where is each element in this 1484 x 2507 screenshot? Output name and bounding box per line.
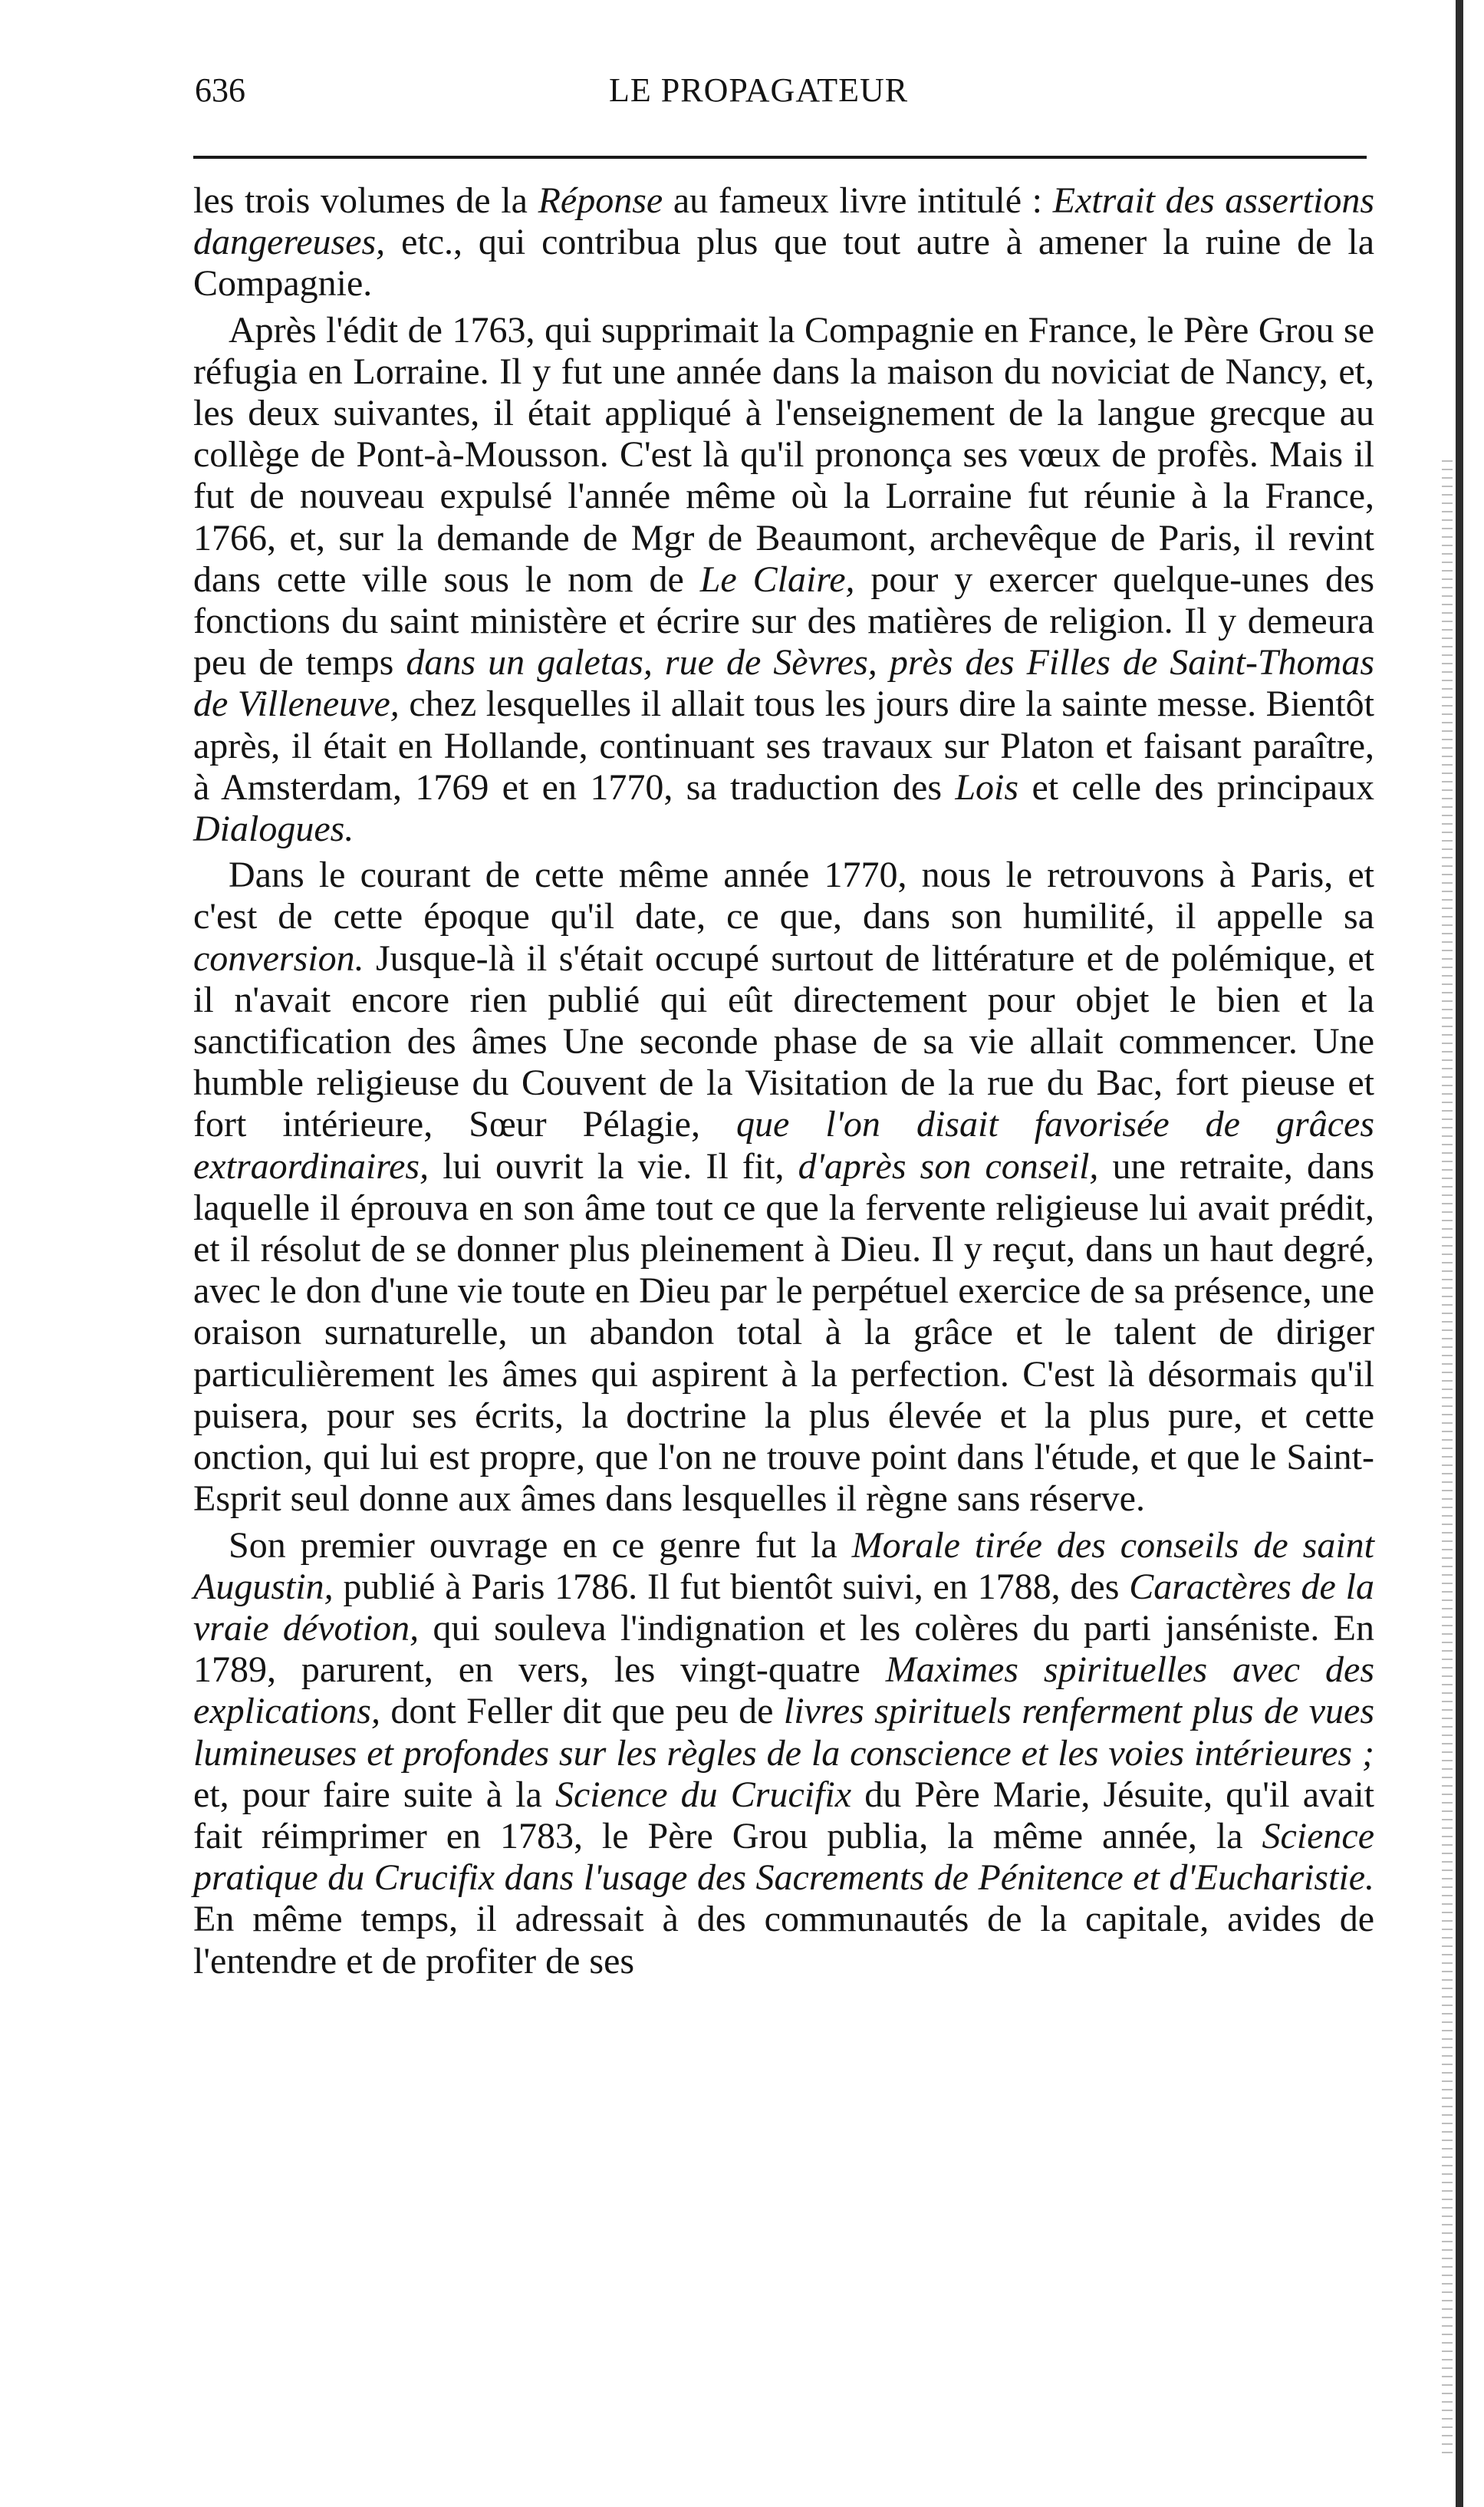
italic-text: Le Claire, bbox=[699, 558, 855, 600]
text-run: En même temps, il adressait à des communautés de la capitale, avides de l'entendre et de profiter de ses bbox=[193, 1899, 1374, 1982]
italic-text: Morale tirée des conseils de saint Augustin, bbox=[193, 1524, 1375, 1607]
text-run: une retraite, dans laquelle il éprouva en son âme tout ce que la fervente religieuse lui avait prédit, et il résolut de se donner plus pleinement à Dieu. Il y reçut, dans un haut degré, avec le don d'une vie toute en Dieu par le perpétuel exercice de sa présence, une oraison surnaturelle, un abandon total à la grâce et le talent de diriger particulièrement les âmes qui aspirent à la perfection. C'est là désormais qu'il puisera, pour ses écrits, la doctrine la plus élevée et la plus pure, et cette onction, qui lui est propre, que l'on ne trouve point dans l'étude, et que le Saint-Esprit seul donne aux âmes dans lesquelles il règne sans réserve. bbox=[193, 1145, 1374, 1520]
text-run: Son premier ouvrage en ce genre fut la bbox=[229, 1524, 852, 1566]
text-run: et celle des principaux bbox=[1018, 766, 1374, 808]
page-edge-speckle bbox=[1442, 460, 1453, 2455]
text-run: Après l'édit de 1763, qui supprimait la Compagnie en France, le Père Grou se réfugia en Lorraine. Il y fut une année dans la maison du noviciat de Nancy, et, les deux suivantes, il était appliqué à l'enseignement de la langue grecque au collège de Pont-à-Mousson. C'est là qu'il prononça ses vœux de profès. Mais il fut de nouveau expulsé l'année même où la Lorraine fut réunie à la France, 1766, et, sur la demande de Mgr de Beaumont, archevêque de Paris, il revint dans cette ville sous le nom de bbox=[193, 309, 1374, 600]
text-run: Jusque-là il s'était occupé surtout de littérature et de polémique, et il n'avait encore rien publié qui eût directement pour objet le bien et la sanctification des âmes Une seconde phase de sa vie allait commencer. Une humble religieuse du Couvent de la Visitation de la rue du Bac, fort pieuse et fort intérieure, Sœur Pélagie, bbox=[193, 937, 1374, 1145]
italic-text: Dialogues. bbox=[193, 809, 354, 850]
italic-text: Caractères de la vraie dévotion, bbox=[193, 1566, 1374, 1649]
italic-text: dans un galetas, rue de Sèvres, près des Filles de Saint-Thomas de Villeneuve, bbox=[193, 642, 1375, 725]
text-run: pour y exercer quelque-unes des fonctions du saint ministère et écrire sur des matières de religion. Il y demeura peu de temps bbox=[193, 558, 1374, 684]
page-header bbox=[195, 68, 1376, 121]
body-text bbox=[193, 180, 1374, 1987]
italic-text: conversion. bbox=[193, 937, 364, 979]
text-run: du Père Marie, Jésuite, qu'il avait fait réimprimer en 1783, le Père Grou publia, la même année, la bbox=[193, 1774, 1375, 1856]
text-run: qui souleva l'indignation et les colères du parti janséniste. En 1789, parurent, en vers, les vingt-quatre bbox=[193, 1607, 1375, 1691]
header-rule bbox=[193, 156, 1367, 159]
page-edge-rule bbox=[1456, 0, 1463, 2507]
text-run: publié à Paris 1786. Il fut bientôt suivi, en 1788, des bbox=[333, 1566, 1130, 1607]
running-title: LE PROPAGATEUR bbox=[609, 71, 909, 109]
text-run: lui ouvrit la vie. Il fit, bbox=[429, 1145, 798, 1187]
paragraph-2 bbox=[193, 310, 1374, 851]
paragraph-4 bbox=[193, 1525, 1374, 1982]
text-run: les trois volumes de la bbox=[193, 180, 538, 221]
italic-text: Réponse bbox=[538, 180, 663, 221]
text-run: chez lesquelles il allait tous les jours dire la sainte messe. Bientôt après, il était en Hollande, continuant ses travaux sur Platon et faisant paraître, à Amsterdam, 1769 et en 1770, sa traduction des bbox=[193, 684, 1375, 808]
text-run: au fameux livre intitulé : bbox=[663, 180, 1053, 221]
paragraph-1 bbox=[193, 180, 1374, 305]
text-run: dont Feller dit que peu de bbox=[380, 1691, 784, 1732]
italic-text: livres spirituels renferment plus de vues lumineuses et profondes sur les règles de la conscience et les voies intérieures ; bbox=[193, 1691, 1375, 1774]
italic-text: Lois bbox=[955, 766, 1019, 808]
italic-text: Extrait des assertions dangereuses, bbox=[193, 180, 1375, 263]
text-run: etc., qui contribua plus que tout autre à amener la ruine de la Compagnie. bbox=[193, 222, 1374, 305]
italic-text: Science pratique du Crucifix dans l'usage des Sacrements de Pénitence et d'Eucharistie. bbox=[193, 1815, 1374, 1899]
italic-text: d'après son conseil, bbox=[798, 1145, 1099, 1187]
italic-text: Science du Crucifix bbox=[554, 1774, 852, 1815]
paragraph-3 bbox=[193, 855, 1374, 1520]
text-run: Dans le courant de cette même année 1770, nous le retrouvons à Paris, et c'est de cette époque qu'il date, ce que, dans son humilité, il appelle sa bbox=[193, 855, 1374, 937]
italic-text: Maximes spirituelles avec des explications, bbox=[193, 1649, 1375, 1732]
italic-text: que l'on disait favorisée de grâces extraordinaires, bbox=[193, 1104, 1374, 1187]
text-run: et, pour faire suite à la bbox=[193, 1774, 555, 1815]
page-number: 636 bbox=[195, 71, 245, 109]
